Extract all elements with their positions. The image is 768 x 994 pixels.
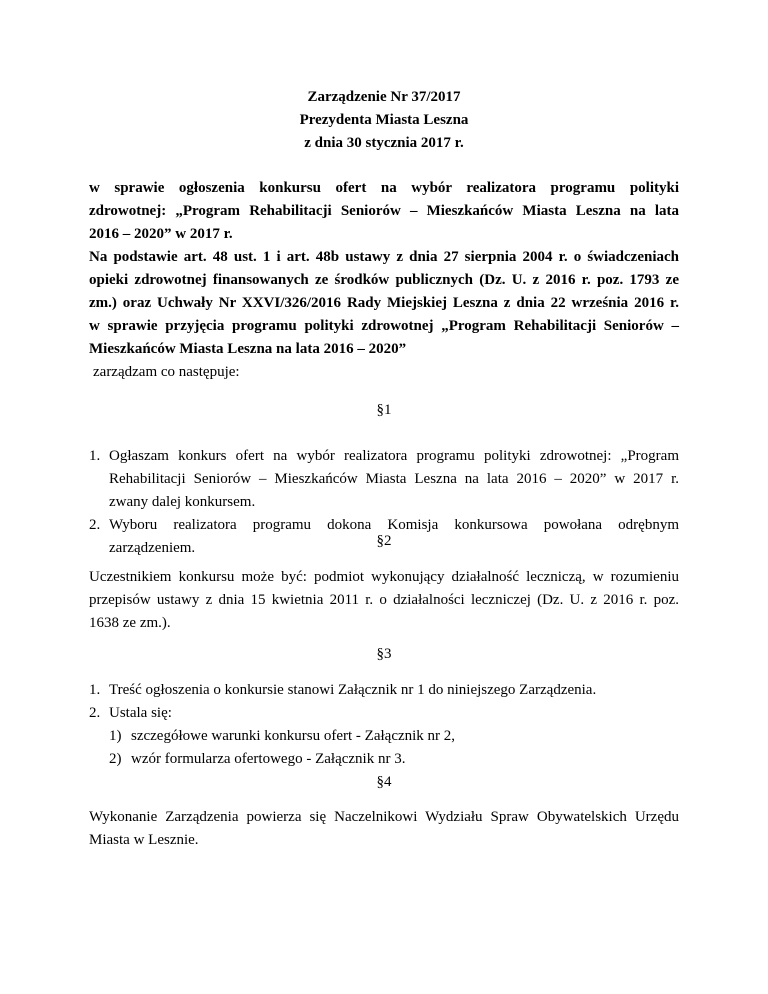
section-2-heading: §2 (376, 533, 392, 549)
list-number: 2. (89, 517, 101, 533)
document-title (0, 86, 768, 155)
title-line-3: z dnia 30 stycznia 2017 r. (304, 135, 464, 151)
subject-line-1: w sprawie ogłoszenia konkursu ofert na wybór realizatora programu polityki (89, 180, 679, 196)
section-3-heading: §3 (376, 646, 392, 662)
subject-line-3: 2016 – 2020” w 2017 r. (89, 226, 233, 242)
section-4-heading: §4 (376, 774, 392, 790)
list-number: 1. (89, 682, 101, 698)
section-4-paragraph: Wykonanie Zarządzenia powierza się Naczelnikowi Wydziału Spraw Obywatelskich Urzędu Miasta w Lesznie. (89, 809, 679, 848)
document-page: Zarządzenie Nr 37/2017 Prezydenta Miasta Leszna z dnia 30 stycznia 2017 r. w sprawie ogłoszenia konkursu ofert na wybór realizatora programu polityki zdrowotnej: „Program Rehabilitacji Seniorów – Mieszkańców Miasta Leszna na lata 2016 – 2020” w 2017 r. Na podstawie art. 48 ust. 1 i art. 48b ustawy z dnia 27 sierpnia 2004 r. o świadczeniach opieki zdrowotnej finansowanych ze środków publicznych (Dz. U. z 2016 r. poz. 1793 ze zm.) oraz Uchwały Nr XXVI/326/2016 Rady Miejskiej Leszna z dnia 22 września 2016 r. w sprawie przyjęcia programu polityki zdrowotnej „Program Rehabilitacji Seniorów – Mieszkańców Miasta Leszna na lata 2016 – 2020” zarządzam co następuje: §1 1. Ogłaszam konkurs ofert na wybór realizatora programu polityki zdrowotnej: „Program Rehabilitacji Seniorów – Mieszkańców Miasta Leszna na lata 2016 – 2020” w 2017 r. zwany dalej konkursem. 2. Wyboru realizatora programu dokona Komisja konkursowa powołana odrębnym zarządzeniem. §2 Uczestnikiem konkursu może być: podmiot wykonujący działalność leczniczą, w rozumieniu przepisów ustawy z dnia 15 kwietnia 2011 r. o działalności leczniczej (Dz. U. z 2016 r. poz. 1638 ze zm.). §3 1. Treść ogłoszenia o konkursie stanowi Załącznik nr 1 do niniejszego Zarządzenia. 2. Ustala się: 1) szczegółowe warunki konkursu ofert - Załącznik nr 2, 2) wzór formularza ofertowego - Załącznik nr 3. §4 Wykonanie Zarządzenia powierza się Naczelnikowi Wydziału Spraw Obywatelskich Urzędu Miasta w Lesznie. (0, 0, 768, 994)
legal-basis-paragraph (89, 246, 679, 361)
section-2-paragraph: Uczestnikiem konkursu może być: podmiot wykonujący działalność leczniczą, w rozumieniu przepisów ustawy z dnia 15 kwietnia 2011 r. o działalności leczniczej (Dz. U. z 2016 r. poz. 1638 ze zm.). (89, 569, 679, 631)
order-intro: zarządzam co następuje: (93, 364, 240, 380)
list-number: 1. (89, 448, 101, 464)
list-number: 1) (109, 728, 122, 744)
legal-basis-line-5: Mieszkańców Miasta Leszna na lata 2016 – 2020” (89, 341, 407, 357)
title-line-1: Zarządzenie Nr 37/2017 (307, 89, 461, 105)
list-number: 2. (89, 705, 101, 721)
legal-basis-line-4: w sprawie przyjęcia programu polityki zdrowotnej „Program Rehabilitacji Seniorów – (89, 318, 679, 334)
subject-line-2: zdrowotnej: „Program Rehabilitacji Seniorów – Mieszkańców Miasta Leszna na lata (89, 203, 679, 219)
list-number: 2) (109, 751, 122, 767)
legal-basis-line-2: opieki zdrowotnej finansowanych ze środków publicznych (Dz. U. z 2016 r. poz. 1793 ze (89, 272, 679, 288)
legal-basis-line-1: Na podstawie art. 48 ust. 1 i art. 48b ustawy z dnia 27 sierpnia 2004 r. o świadczeniach (89, 249, 679, 265)
section-1-heading: §1 (376, 402, 392, 418)
title-line-2: Prezydenta Miasta Leszna (299, 112, 469, 128)
legal-basis-line-3: zm.) oraz Uchwały Nr XXVI/326/2016 Rady Miejskiej Leszna z dnia 22 września 2016 r. (89, 295, 679, 311)
subject-paragraph (89, 177, 679, 246)
